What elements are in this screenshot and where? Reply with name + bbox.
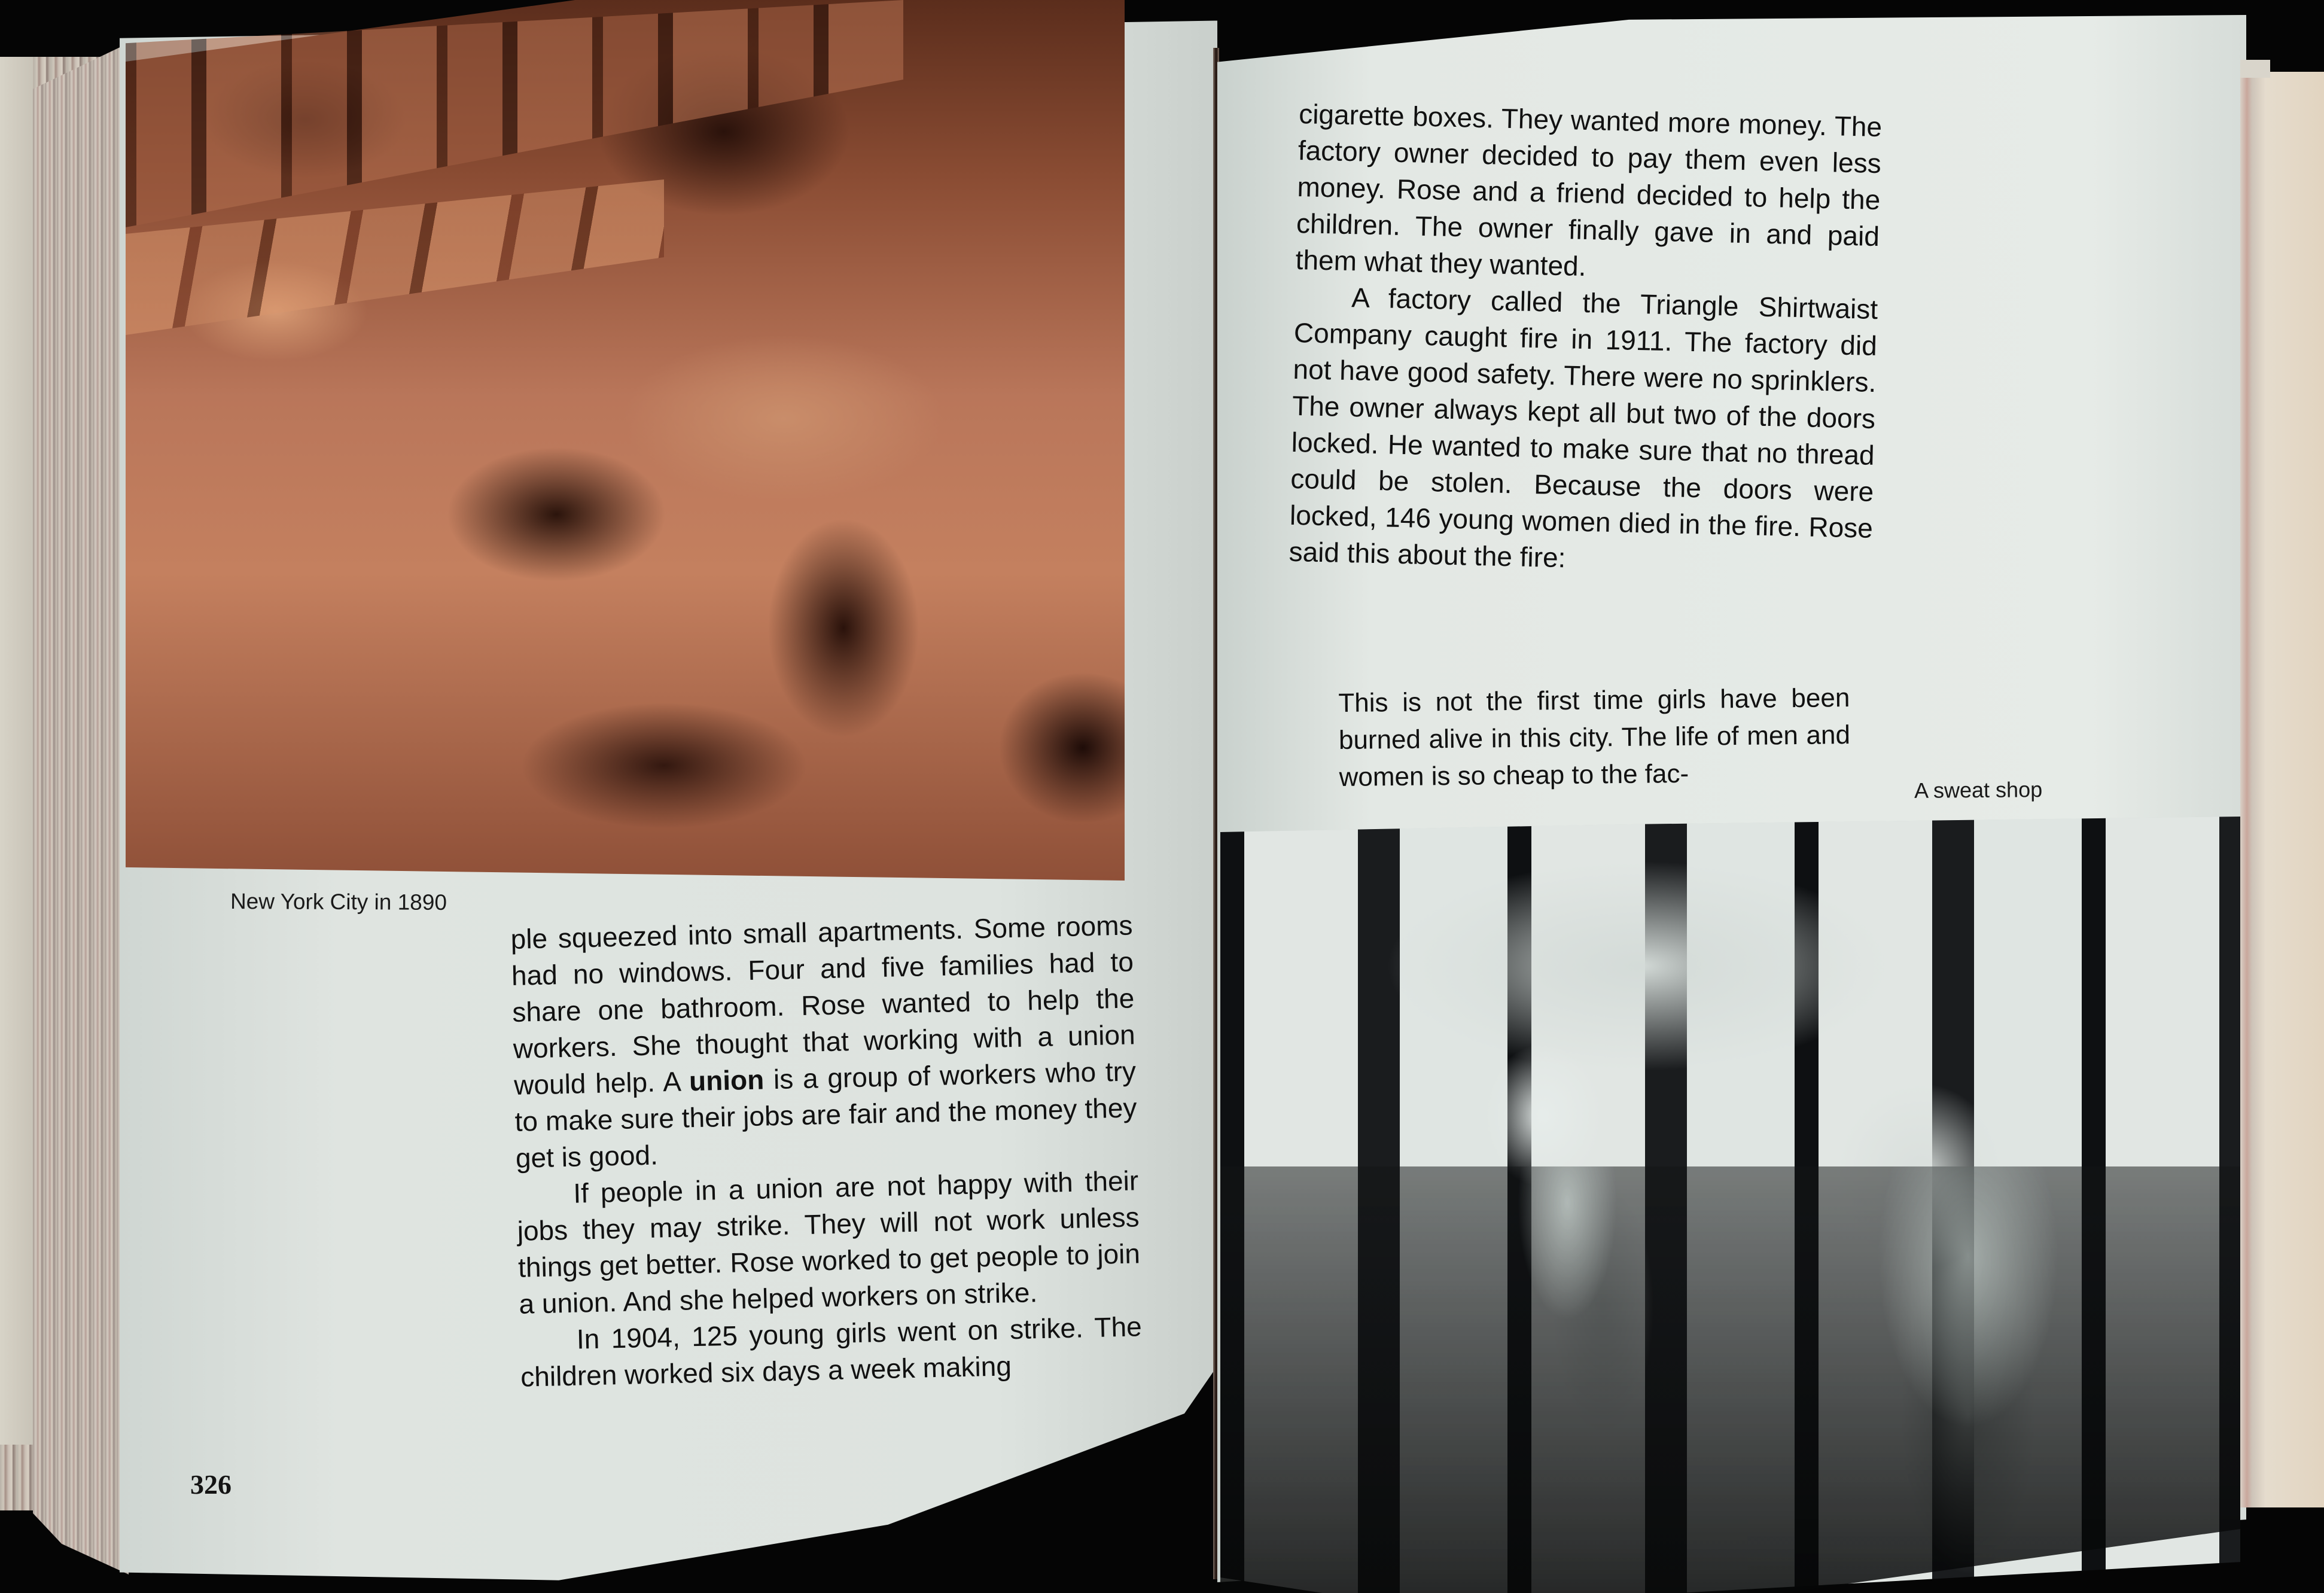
left-page-body-text [510,907,1143,1395]
left-page-stack-lines [33,43,129,1574]
photo-caption-nyc: New York City in 1890 [230,889,447,915]
right-page-body-text [1289,96,1883,583]
left-page-stack-outer [0,57,33,1445]
right-page-stack-top [2240,60,2270,78]
paragraph: A factory called the Triangle Shirtwaist Company caught fire in 1911. The factory did not have good safety. There were no sprinklers. The owner always kept all but two of the doors locked. He wanted to make sure that no thread could be stolen. Because the doors were locked, 146 young women died in the fire. Rose said this about the fire: [1289,282,1878,574]
bold-term-union: union [689,1064,764,1097]
paragraph: cigarette boxes. They wanted more money. The factory owner decided to pay them even less money. Rose and a friend decided to help the children. The owner finally gave in and paid them what they wanted. [1295,98,1883,282]
paragraph: If people in a union are not happy with their jobs they may strike. They will not work unless things get better. Rose worked to get people to join a union. And she helped workers on strike. [517,1165,1141,1320]
paragraph [510,907,1138,1176]
right-page-stack-edges [2240,72,2324,1507]
paragraph-text: ple squeezed into small apartments. Some rooms had no windows. Four and five families had to share one bathroom. Rose wanted to help the workers. She thought that working with a union would help. A [510,909,1136,1101]
paragraph-text: is a group of workers who try to make sure their jobs are fair and the money they get is good. [514,1055,1137,1174]
sweat-shop-photo-floor [1220,1166,2240,1593]
block-quote: This is not the first time girls have been burned alive in this city. The life of men and women is so cheap to the fac- [1338,683,1851,792]
photo-caption-sweat-shop: A sweat shop [1914,777,2043,803]
page-number: 326 [190,1469,232,1500]
paragraph: In 1904, 125 young girls went on strike. The children worked six days a week making [520,1311,1143,1393]
